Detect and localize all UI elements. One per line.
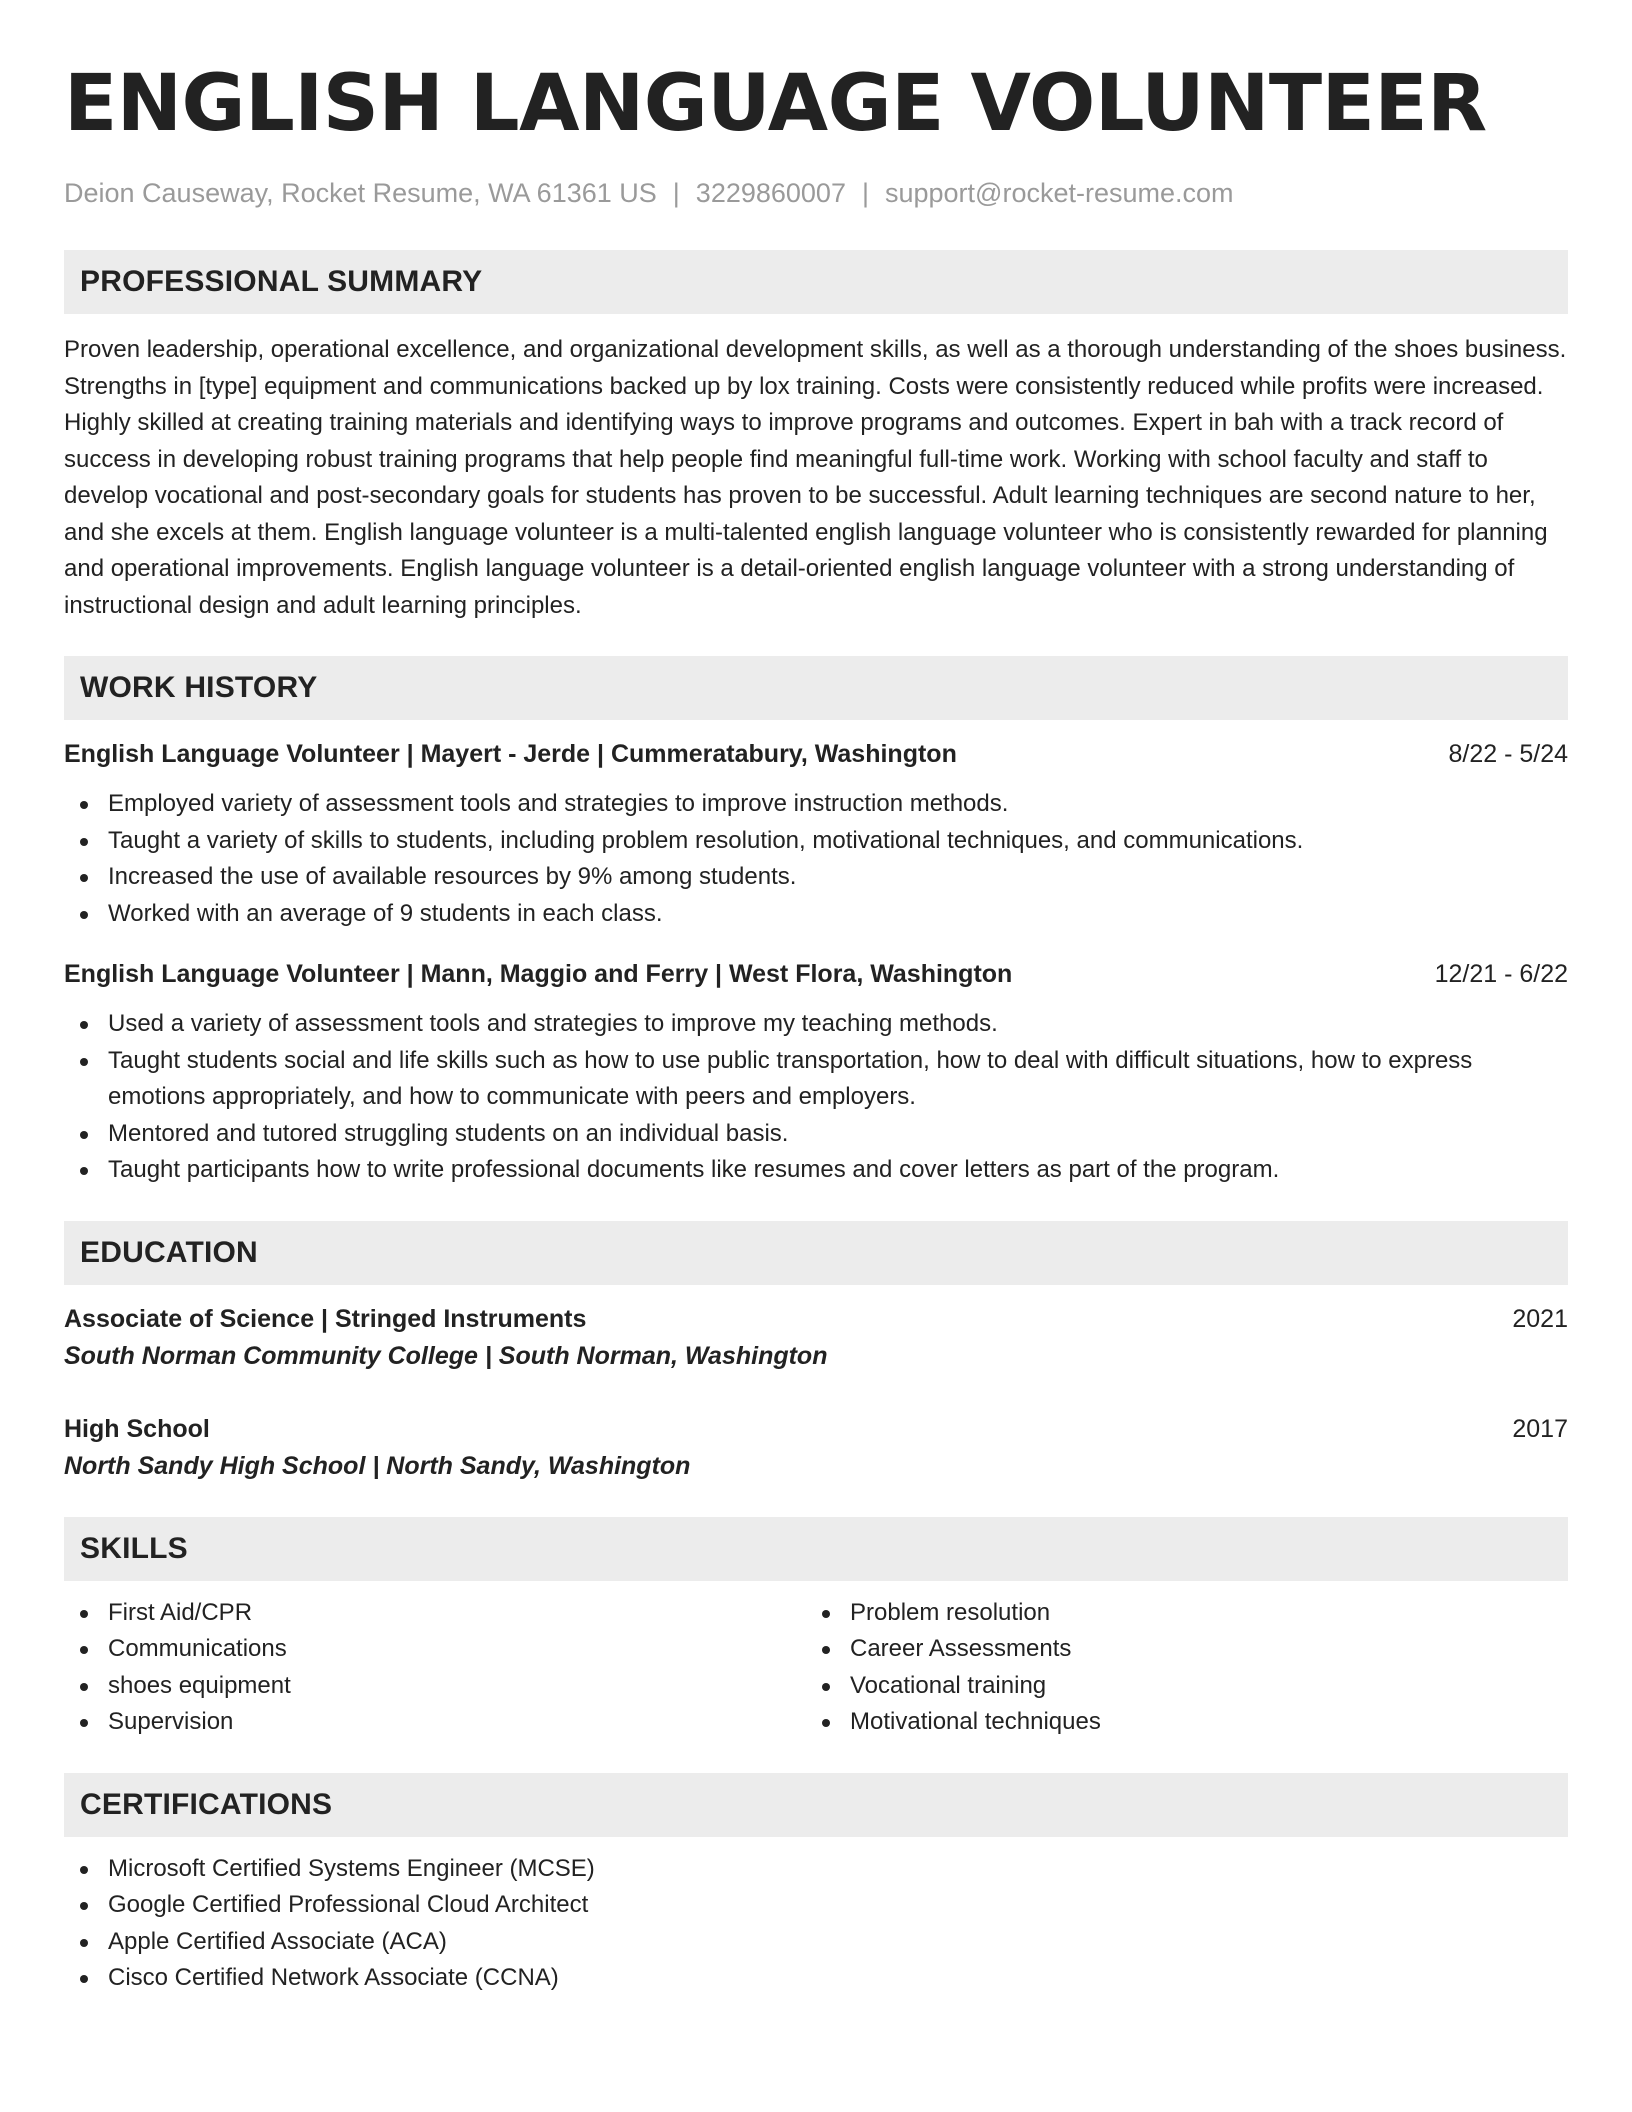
skill-item: Problem resolution xyxy=(806,1595,1548,1632)
certification-item: Google Certified Professional Cloud Architect xyxy=(64,1887,1568,1924)
certification-item: Cisco Certified Network Associate (CCNA) xyxy=(64,1960,1568,1997)
skills-column-right xyxy=(806,1595,1548,1741)
list-item: Mentored and tutored struggling students on an individual basis. xyxy=(64,1116,1568,1153)
skill-item: Communications xyxy=(64,1631,806,1668)
list-item: Used a variety of assessment tools and strategies to improve my teaching methods. xyxy=(64,1006,1568,1043)
skill-item: Supervision xyxy=(64,1704,806,1741)
contact-address: Deion Causeway, Rocket Resume, WA 61361 US xyxy=(64,178,657,208)
summary-text: Proven leadership, operational excellence, and organizational development skills, as well as a thorough understanding of the shoes business. Strengths in [type] equipment and communications backed up by lox training. Costs were consistently reduced while profits were increased. Highly skilled at creating training materials and identifying ways to improve programs and outcomes. Expert in bah with a track record of success in developing robust training programs that help people find meaningful full-time work. Working with school faculty and staff to develop vocational and post-secondary goals for students has proven to be successful. Adult learning techniques are second nature to her, and she excels at them. English language volunteer is a multi-talented english language volunteer who is consistently rewarded for planning and operational improvements. English language volunteer is a detail-oriented english language volunteer with a strong understanding of instructional design and adult learning principles. xyxy=(64,336,1567,619)
job-bullets xyxy=(64,1006,1568,1189)
skills-column-left xyxy=(64,1595,806,1741)
certification-item: Apple Certified Associate (ACA) xyxy=(64,1924,1568,1961)
list-item: Taught participants how to write professional documents like resumes and cover letters as part of the program. xyxy=(64,1152,1568,1189)
section-header-certifications: CERTIFICATIONS xyxy=(64,1773,1568,1837)
section-header-skills: SKILLS xyxy=(64,1517,1568,1581)
contact-line xyxy=(64,176,1568,210)
section-header-work-history: WORK HISTORY xyxy=(64,656,1568,720)
resume-name: ENGLISH LANGUAGE VOLUNTEER xyxy=(64,59,1487,149)
contact-email: support@rocket-resume.com xyxy=(884,178,1234,208)
education-header xyxy=(64,1301,1568,1337)
certifications-list xyxy=(64,1851,1568,1997)
job-title: English Language Volunteer | Mann, Maggio and Ferry | West Flora, Washington xyxy=(64,960,1013,988)
skill-item: First Aid/CPR xyxy=(64,1595,806,1632)
skill-item: Career Assessments xyxy=(806,1631,1548,1668)
skills-grid xyxy=(64,1595,1568,1741)
education-header xyxy=(64,1411,1568,1447)
list-item: Employed variety of assessment tools and strategies to improve instruction methods. xyxy=(64,786,1568,823)
resume-page xyxy=(64,58,1568,1997)
certification-item: Microsoft Certified Systems Engineer (MCSE) xyxy=(64,1851,1568,1888)
education-entry xyxy=(64,1301,1568,1375)
contact-phone: 3229860007 xyxy=(695,178,846,208)
education-entry xyxy=(64,1411,1568,1485)
education-school: South Norman Community College | South Norman, Washington xyxy=(64,1341,828,1370)
job-header xyxy=(64,956,1568,992)
job-entry xyxy=(64,956,1568,1189)
education-year: 2021 xyxy=(1512,1304,1568,1333)
job-bullets xyxy=(64,786,1568,932)
contact-separator: | xyxy=(672,178,680,208)
section-header-education: EDUCATION xyxy=(64,1221,1568,1285)
job-dates: 12/21 - 6/22 xyxy=(1434,960,1568,988)
education-year: 2017 xyxy=(1512,1414,1568,1443)
list-item: Worked with an average of 9 students in each class. xyxy=(64,896,1568,933)
education-degree: Associate of Science | Stringed Instruments xyxy=(64,1304,587,1333)
skill-item: Motivational techniques xyxy=(806,1704,1548,1741)
section-header-summary: PROFESSIONAL SUMMARY xyxy=(64,250,1568,314)
education-degree: High School xyxy=(64,1414,210,1443)
job-dates: 8/22 - 5/24 xyxy=(1448,740,1568,768)
skill-item: shoes equipment xyxy=(64,1668,806,1705)
job-header xyxy=(64,736,1568,772)
education-school: North Sandy High School | North Sandy, Washington xyxy=(64,1451,691,1480)
job-entry xyxy=(64,736,1568,932)
contact-separator: | xyxy=(861,178,869,208)
list-item: Increased the use of available resources by 9% among students. xyxy=(64,859,1568,896)
list-item: Taught a variety of skills to students, including problem resolution, motivational techniques, and communications. xyxy=(64,823,1568,860)
job-title: English Language Volunteer | Mayert - Jerde | Cummeratabury, Washington xyxy=(64,740,957,768)
list-item: Taught students social and life skills such as how to use public transportation, how to deal with difficult situations, how to express emotions appropriately, and how to communicate with peers and employers. xyxy=(64,1043,1568,1116)
skill-item: Vocational training xyxy=(806,1668,1548,1705)
